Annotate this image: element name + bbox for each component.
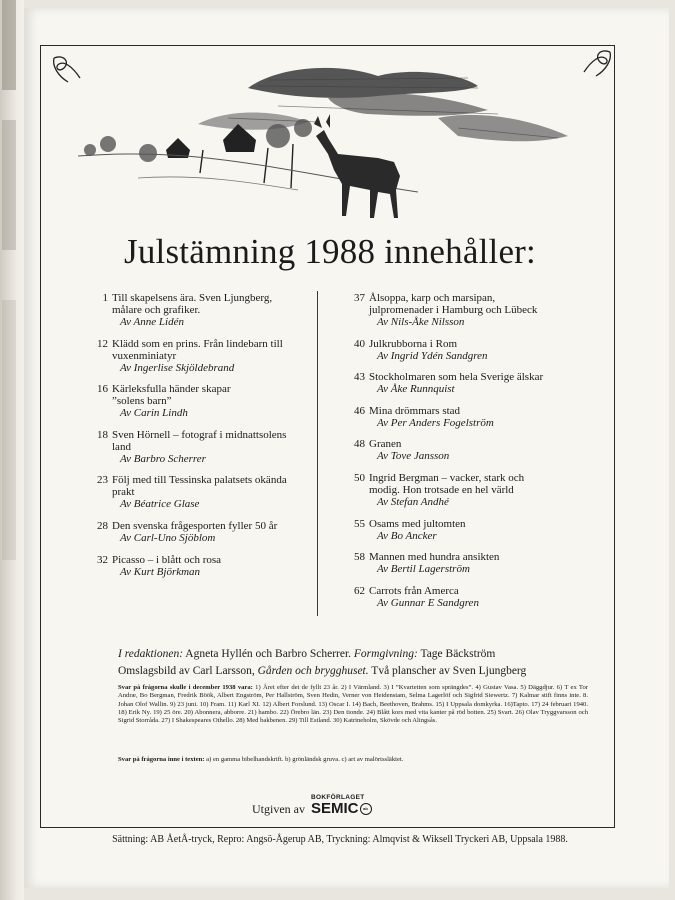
toc-author: Av Anne Lidén	[120, 316, 184, 328]
toc-page-number: 58	[354, 551, 365, 564]
toc-page-number: 12	[97, 337, 108, 350]
publisher-logo-top: BOKFÖRLAGET	[311, 793, 365, 801]
toc-title-line: Ingrid Bergman – vacker, stark och	[369, 471, 525, 484]
quiz-answers	[118, 684, 588, 725]
toc-author: Av Nils-Åke Nilsson	[377, 316, 465, 328]
toc-author: Av Stefan Andhé	[377, 495, 449, 508]
toc-title-line: Ålsoppa, karp och marsipan,	[369, 292, 496, 304]
left-page-edge	[0, 0, 24, 900]
page-title: Julstämning 1988 innehåller:	[124, 232, 536, 271]
toc-entry	[335, 585, 585, 609]
toc-author: Av Béatrice Glase	[120, 498, 200, 511]
toc-page-number: 43	[354, 371, 365, 384]
quiz-answers-text: 1) Året efter det de fyllt 23 år. 2) I Värmland. 3) I ”Kvartetten som sprängdes”. 4) Gustav Vasa. 5) Däggdjur. 6) T ex Tor Andræ, Bo Bergman, Fredrik Böök, Albert Engström, Per Hallström, Sven Hedin, Verner von Heidenstam, Selma Lagerlöf och Sigfrid Siewertz. 7) Kalmar stift finns inte. 8. Johan Olof Wallin. 9) 23 juni. 10) Fram. 11) Karl XI. 12) Albert Forslund. 13) Oscar I. 14) Bach, Beethoven, Brahms. 15) I Uppsala domkyrka. 16)Tapto. 17) 24 februari 1940. 18) Erik Ny. 19) 25 öre. 20) Abonnera, abborre. 21) hambo. 22) Örebro län. 23) Den tionde. 24) Blått kors med vita kanter på röd botten. 25) Svart. 26) Olav Tryggvarsson och Sigrid Storråda. 27) I Shakespeares Othello. 28) Med bakbenen. 29) Till Estland. 30) Katrineholm, Skövde och Alingsås.	[118, 684, 588, 725]
toc-title-line: Till skapelsens ära. Sven Ljungberg,	[112, 292, 273, 304]
toc-left-column	[78, 292, 328, 587]
toc-author: Av Per Anders Fogelström	[377, 416, 494, 429]
toc-page-number: 50	[354, 471, 365, 484]
toc-title-line: Mannen med hundra ansikten	[369, 551, 500, 564]
toc-entry	[78, 554, 328, 578]
toc-title-line: Julkrubborna i Rom	[369, 337, 457, 350]
toc-title-line: vuxenminiatyr	[112, 349, 177, 362]
toc-page-number: 23	[97, 474, 108, 487]
toc-page-number: 16	[97, 383, 108, 396]
toc-entry	[78, 520, 328, 544]
toc-entry	[335, 405, 585, 429]
toc-page-number: 40	[354, 337, 365, 350]
toc-title-line: Kärleksfulla händer skapar	[112, 383, 231, 396]
toc-entry	[335, 518, 585, 542]
toc-entry	[78, 429, 328, 465]
quiz-answers-inline-text: a) en gamma bibelhandskrift. b) grönländsk gruva. c) art av malörtssläktet.	[206, 756, 404, 763]
toc-title-line: Stockholmaren som hela Sverige älskar	[369, 371, 544, 384]
publisher-logo	[311, 795, 372, 817]
toc-page-number: 28	[97, 519, 108, 532]
winter-deer-illustration	[78, 58, 570, 228]
quiz-answers-inline	[118, 756, 588, 764]
toc-title-line: prakt	[112, 486, 135, 499]
toc-title-line: Sven Hörnell – fotograf i midnattsolens	[112, 428, 287, 441]
toc-title-line: Osams med jultomten	[369, 517, 466, 530]
toc-title-line: julpromenader i Hamburg och Lübeck	[369, 304, 538, 316]
printing-info: Sättning: AB ÅetÅ-tryck, Repro: Angsö-Ågerup AB, Tryckning: Almqvist & Wiksell Tryckeri AB, Uppsala 1988.	[112, 834, 568, 845]
column-divider	[317, 291, 318, 616]
toc-author: Av Kurt Björkman	[120, 565, 201, 578]
toc-entry	[78, 474, 328, 510]
credits	[118, 646, 598, 680]
toc-right-column	[335, 292, 585, 618]
left-page-illustration-fragment	[2, 0, 16, 90]
toc-page-number: 37	[354, 292, 365, 304]
toc-author: Av Tove Jansson	[377, 450, 450, 463]
quiz-answers-label: Svar på frågorna skulle i december 1938 vara:	[118, 684, 253, 691]
credits-cover-title: Gården och brygghuset.	[257, 665, 369, 677]
toc-page-number: 62	[354, 584, 365, 597]
toc-author: Av Åke Runnquist	[377, 383, 455, 396]
toc-page-number: 18	[97, 428, 108, 441]
toc-entry	[335, 472, 585, 508]
quiz-answers-inline-label: Svar på frågorna inne i texten:	[118, 756, 205, 763]
toc-title-line: Följ med till Tessinska palatsets okända	[112, 474, 287, 487]
toc-title-line: Mina drömmars stad	[369, 404, 461, 417]
toc-title-line: Klädd som en prins. Från lindebarn till	[112, 337, 283, 350]
toc-page-number: 46	[354, 404, 365, 417]
toc-entry	[335, 371, 585, 395]
toc-page-number: 32	[97, 553, 108, 566]
toc-title-line: Picasso – i blått och rosa	[112, 553, 222, 566]
toc-author: Av Carin Lindh	[120, 407, 188, 420]
toc-entry	[335, 551, 585, 575]
toc-title-line: land	[112, 440, 131, 453]
toc-entry	[335, 292, 585, 328]
toc-author: Av Bertil Lagerström	[377, 563, 470, 576]
publisher-logo-badge: ab	[360, 803, 372, 815]
publisher-logo-main: SEMIC	[311, 800, 359, 817]
toc-author: Av Ingrid Ydén Sandgren	[377, 349, 488, 362]
credits-editors: Agneta Hyllén och Barbro Scherrer.	[185, 648, 352, 660]
publisher	[252, 792, 492, 816]
toc-title-line: ”solens barn”	[112, 395, 172, 408]
toc-title-line: målare och grafiker.	[112, 304, 201, 316]
credits-designer: Tage Bäckström	[420, 648, 496, 660]
toc-author: Av Bo Ancker	[377, 529, 437, 542]
toc-entry	[78, 383, 328, 419]
toc-page-number: 48	[354, 438, 365, 451]
toc-title-line: Den svenska frågesporten fyller 50 år	[112, 519, 278, 532]
toc-author: Av Gunnar E Sandgren	[377, 596, 479, 609]
credits-label-design: Formgivning:	[353, 648, 418, 660]
toc-author: Av Barbro Scherrer	[120, 452, 206, 465]
credits-label-editors: I redaktionen:	[118, 648, 184, 660]
credits-cover: Omslagsbild av Carl Larsson,	[118, 665, 255, 677]
toc-page-number: 1	[102, 292, 108, 304]
left-page-illustration-fragment	[2, 120, 16, 250]
toc-entry	[335, 438, 585, 462]
toc-entry	[78, 338, 328, 374]
toc-title-line: modig. Hon trotsade en hel värld	[369, 483, 514, 496]
publisher-label: Utgiven av	[252, 802, 305, 816]
toc-entry	[335, 338, 585, 362]
toc-page-number: 55	[354, 517, 365, 530]
credits-posters: Två planscher av Sven Ljungberg	[371, 665, 527, 677]
toc-author: Av Carl-Uno Sjöblom	[120, 531, 216, 544]
toc-title-line: Carrots från Amerca	[369, 584, 459, 597]
ornament-top-right-icon	[570, 46, 614, 84]
toc-author: Av Ingerlise Skjöldebrand	[120, 361, 235, 374]
left-page-text-fragment	[2, 300, 16, 560]
toc-entry	[78, 292, 328, 328]
toc-title-line: Granen	[369, 438, 402, 451]
